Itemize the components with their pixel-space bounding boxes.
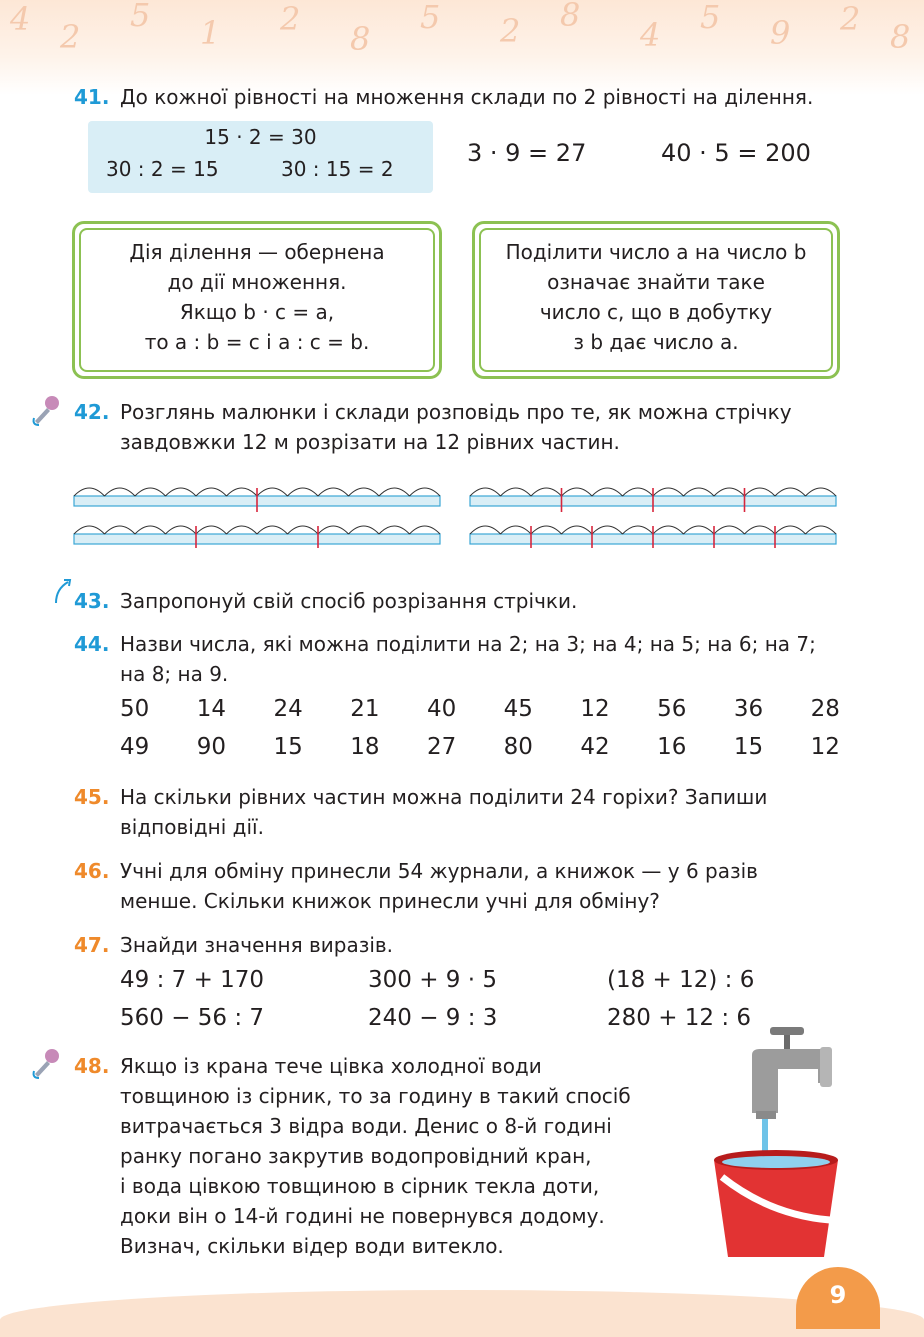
rule-line: Поділити число a на число b xyxy=(505,240,807,264)
exercise-text: Назви числа, які можна поділити на 2; на 3; на 4; на 5; на 6; на 7; xyxy=(120,632,816,656)
number-cell: 12 xyxy=(810,734,840,760)
number-cell: 16 xyxy=(657,734,687,760)
number-cell: 28 xyxy=(810,696,840,722)
rule-line: Дія ділення — обернена xyxy=(129,240,385,264)
number-cell: 21 xyxy=(350,696,380,722)
exercise-number: 45. xyxy=(74,785,110,809)
ribbons-illustration xyxy=(70,478,845,548)
expression: 300 + 9 · 5 xyxy=(368,967,497,993)
number-cell: 40 xyxy=(426,696,457,722)
exercise-text: менше. Скільки книжок принесли учні для обміну? xyxy=(120,889,660,913)
exercise-text: На скільки рівних частин можна поділити 24 горіхи? Запиши xyxy=(120,785,768,809)
number-cell: 90 xyxy=(196,734,227,760)
decorative-digits: 4 2 5 1 2 8 5 2 8 4 5 9 2 8 xyxy=(10,0,911,58)
page-number: 9 xyxy=(796,1267,880,1329)
number-cell: 18 xyxy=(350,734,380,760)
exercise-text: відповідні дії. xyxy=(120,815,264,839)
expression: (18 + 12) : 6 xyxy=(607,967,755,993)
number-cell: 42 xyxy=(580,734,610,760)
exercise-text: Розглянь малюнки і склади розповідь про те, як можна стрічку xyxy=(120,400,792,424)
exercise-number: 42. xyxy=(74,400,110,424)
rule-line: до дії множення. xyxy=(167,270,347,294)
number-cell: 49 xyxy=(120,734,150,760)
example-box xyxy=(88,121,433,193)
exercise-text: Визнач, скільки відер води витекло. xyxy=(120,1234,504,1258)
exercise-text: товщиною із сірник, то за годину в такий спосіб xyxy=(120,1084,631,1108)
number-row xyxy=(120,734,840,760)
rule-box xyxy=(72,221,442,379)
number-cell: 12 xyxy=(580,696,610,722)
number-row xyxy=(120,696,840,722)
faucet-bucket-illustration xyxy=(700,1025,850,1260)
exercise-number: 44. xyxy=(74,632,110,656)
exercise-text: ранку погано закрутив водопровідний кран, xyxy=(120,1144,592,1168)
rule-box xyxy=(472,221,840,379)
exercise-text: Запропонуй свій спосіб розрізання стрічки. xyxy=(120,589,578,613)
exercise-text: До кожної рівності на множення склади по 2 рівності на ділення. xyxy=(120,85,814,109)
rule-line: то a : b = c і a : c = b. xyxy=(144,330,370,354)
ribbon xyxy=(74,534,440,544)
number-cell: 24 xyxy=(273,696,303,722)
rule-line: Якщо b · c = a, xyxy=(179,300,335,324)
example-line: 30 : 15 = 2 xyxy=(281,157,394,181)
exercise-number: 41. xyxy=(74,85,110,109)
exercise-number: 48. xyxy=(74,1054,110,1078)
number-cell: 14 xyxy=(196,696,227,722)
rule-line: з b дає число a. xyxy=(573,330,739,354)
number-cell: 50 xyxy=(120,696,150,722)
microphone-icon xyxy=(30,1047,62,1081)
exercise-text: Учні для обміну принесли 54 журнали, а книжок — у 6 разів xyxy=(120,859,758,883)
ribbon-arcs xyxy=(74,526,440,534)
expression: 49 : 7 + 170 xyxy=(120,967,265,993)
rule-line: число c, що в добутку xyxy=(539,300,773,324)
exercise-text: Знайди значення виразів. xyxy=(120,933,394,957)
number-cell: 27 xyxy=(426,734,457,760)
number-cell: 15 xyxy=(273,734,303,760)
exercise-text: Якщо із крана тече цівка холодної води xyxy=(120,1054,542,1078)
exercise-text: завдовжки 12 м розрізати на 12 рівних частин. xyxy=(120,430,620,454)
number-cell: 56 xyxy=(657,696,687,722)
exercise-number: 46. xyxy=(74,859,110,883)
microphone-icon xyxy=(30,394,62,428)
exercise-number: 43. xyxy=(74,589,110,613)
expression: 240 − 9 : 3 xyxy=(368,1005,498,1031)
number-cell: 80 xyxy=(503,734,533,760)
equation: 3 · 9 = 27 xyxy=(467,139,587,167)
exercise-text: доки він о 14-й годині не повернувся додому. xyxy=(120,1204,605,1228)
exercise-text: на 8; на 9. xyxy=(120,662,229,686)
rule-line: означає знайти таке xyxy=(547,270,765,294)
number-cell: 36 xyxy=(733,696,764,722)
exercise-number: 47. xyxy=(74,933,110,957)
example-line: 30 : 2 = 15 xyxy=(106,157,219,181)
equation: 40 · 5 = 200 xyxy=(661,139,811,167)
footer-background xyxy=(0,1290,924,1337)
expression: 280 + 12 : 6 xyxy=(607,1005,752,1031)
exercise-text: витрачається 3 відра води. Денис о 8-й годині xyxy=(120,1114,612,1138)
number-cell: 15 xyxy=(733,734,764,760)
expression: 560 − 56 : 7 xyxy=(120,1005,265,1031)
example-line: 15 · 2 = 30 xyxy=(204,125,317,149)
number-cell: 45 xyxy=(503,696,533,722)
pencil-arrow-icon xyxy=(52,577,72,607)
exercise-text: і вода цівкою товщиною в сірник текла доти, xyxy=(120,1174,600,1198)
